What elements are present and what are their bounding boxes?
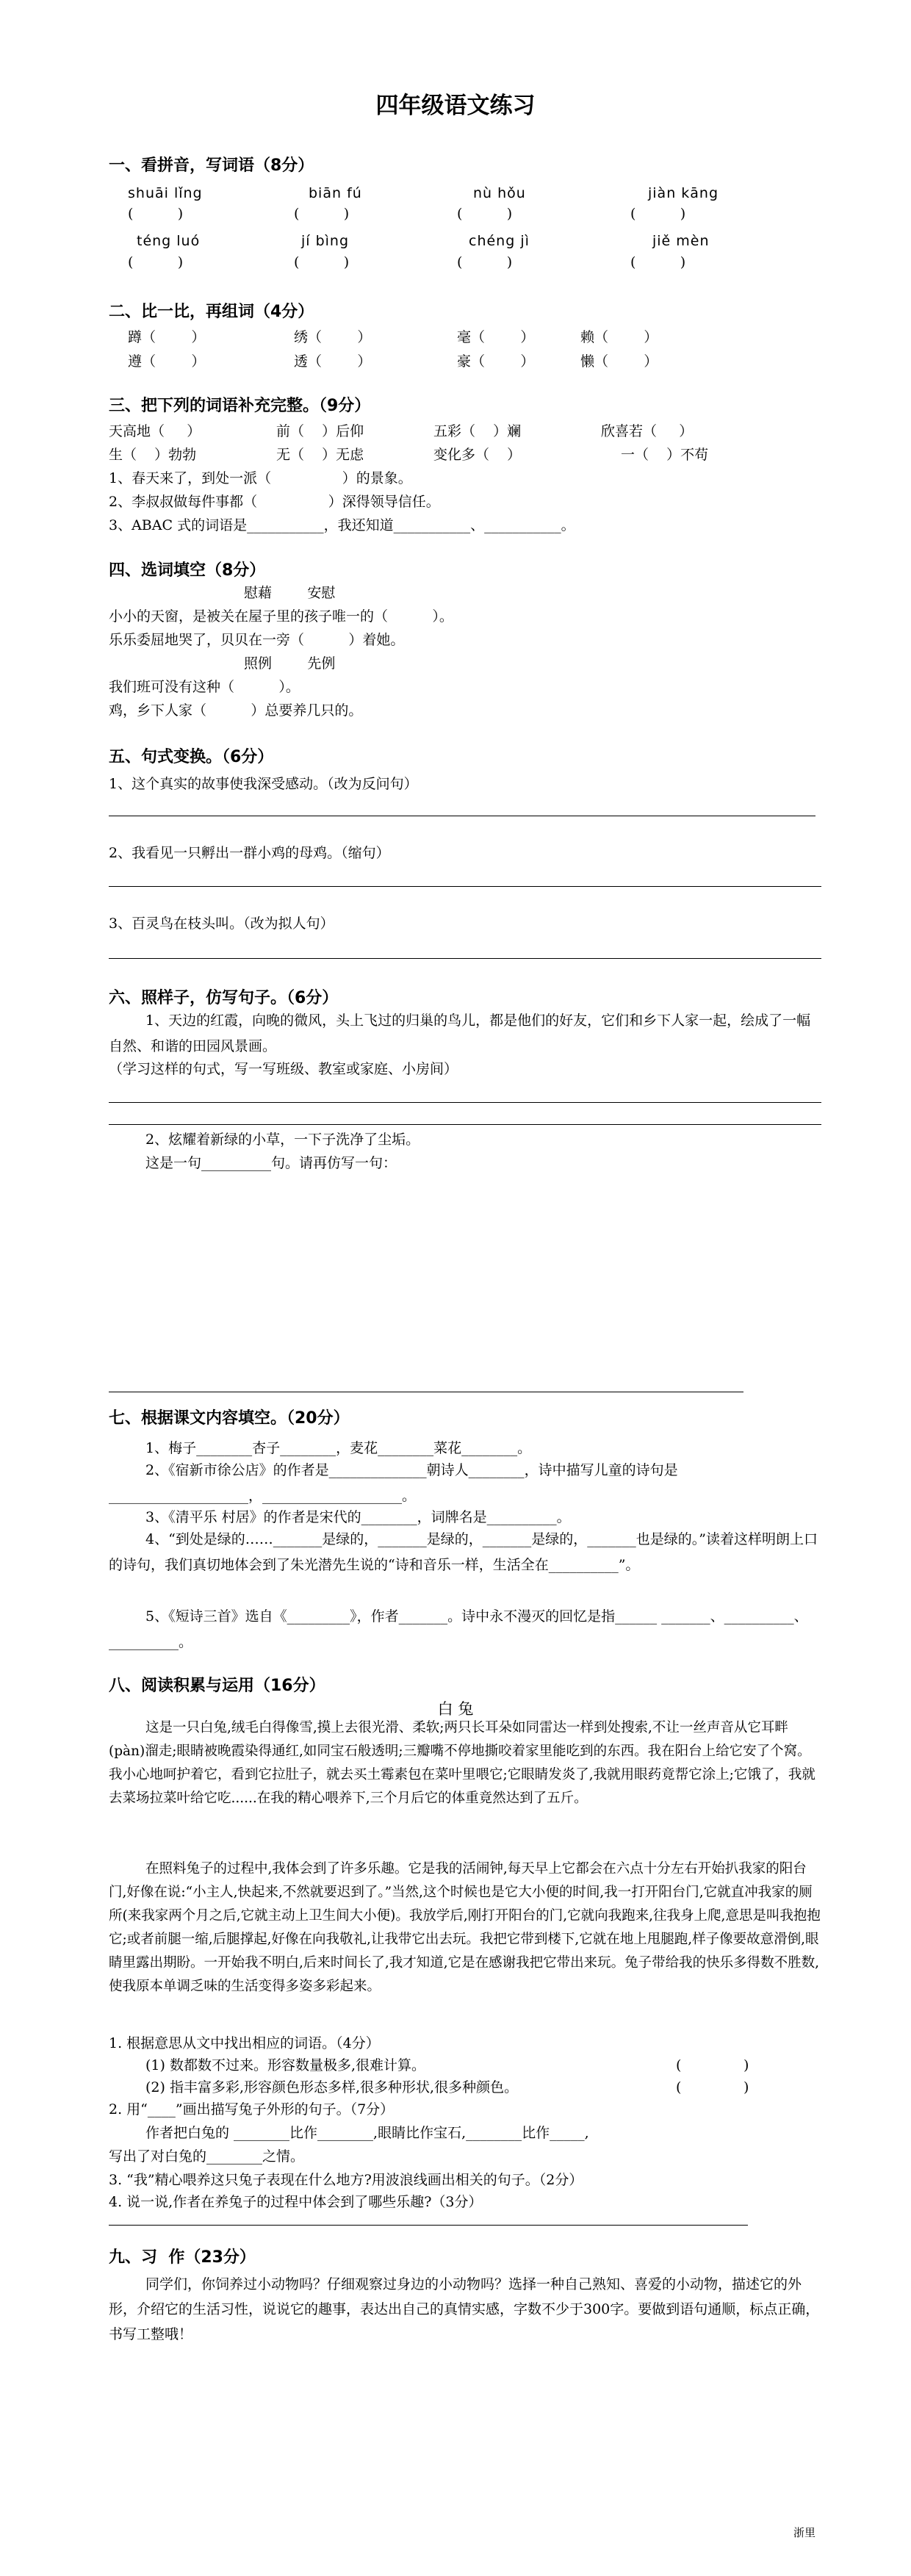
question[interactable]: 3、《清平乐 村居》的作者是宋代的________，词牌名是__________。 bbox=[145, 1509, 571, 1525]
idiom-item[interactable]: 欣喜若（ ） bbox=[601, 423, 694, 439]
idiom-item[interactable]: 一（ ）不苟 bbox=[621, 447, 709, 463]
section-8-heading: 八、阅读积累与运用（16分） bbox=[109, 1677, 325, 1695]
question[interactable]: 小小的天窗，是被关在屋子里的孩子唯一的（ ）。 bbox=[109, 608, 453, 625]
compare-item[interactable]: 透（ ） bbox=[294, 353, 372, 370]
question: 2、我看见一只孵出一群小鸡的母鸡。（缩句） bbox=[109, 845, 390, 861]
section-2-heading: 二、比一比，再组词（4分） bbox=[109, 303, 314, 321]
question[interactable]: 乐乐委屈地哭了，贝贝在一旁（ ）着她。 bbox=[109, 632, 405, 648]
answer-blank[interactable]: ( ) bbox=[630, 206, 686, 222]
question: 4. 说一说,作者在养兔子的过程中体会到了哪些乐趣?（3分） bbox=[109, 2194, 483, 2210]
question[interactable]: 1、梅子________杏子________，麦花________菜花________。 bbox=[145, 1440, 532, 1456]
question: 3、百灵鸟在枝头叫。（改为拟人句） bbox=[109, 915, 334, 932]
compare-item[interactable]: 绣（ ） bbox=[294, 329, 372, 345]
question: 1、这个真实的故事使我深受感动。（改为反问句） bbox=[109, 776, 418, 792]
answer-blank[interactable]: ( ) bbox=[676, 2079, 749, 2095]
answer-blank[interactable]: ( ) bbox=[294, 254, 350, 270]
question: 2. 用“____”画出描写兔子外形的句子。（7分） bbox=[109, 2101, 395, 2118]
answer-blank[interactable]: ( ) bbox=[457, 206, 513, 222]
answer-blank[interactable]: ( ) bbox=[128, 254, 184, 270]
question: (2) 指丰富多彩,形容颜色形态多样,很多种形状,很多种颜色。 bbox=[145, 2079, 519, 2095]
story-paragraph: 在照料兔子的过程中,我体会到了许多乐趣。它是我的活闹钟,每天早上它都会在六点十分左右开始扒我家的阳台门,好像在说:“小主人,快起来,不然就要迟到了。”当然,这个时候也是它大小便的时间,我一打开阳台门,它就直冲我家的厕所(来我家两个月之后,它就主动上卫生间大小便)。我放学后,刚打开阳台的门,它就向我跑来,往我身上爬,意思是叫我抱抱它;或者前腿一缩,后腿撑起,好像在向我敬礼,让我带它出去玩。我把它带到楼下,它就在地上甩腿跑,样子像要故意滑倒,眼睛里露出期盼。一开始我不明白,后来时间长了,我才知道,它是在感谢我把它带出来玩。兔子带给我的快乐多得数不胜数,使我原本单调乏味的生活变得多姿多彩起来。 bbox=[109, 1861, 821, 1994]
instruction: （学习这样的句式，写一写班级、教室或家庭、小房间） bbox=[109, 1061, 458, 1077]
answer-line[interactable] bbox=[109, 958, 821, 959]
section-1-heading: 一、看拼音，写词语（8分） bbox=[109, 156, 314, 175]
question[interactable]: 2、《宿新市徐公店》的作者是______________朝诗人________，诗中描写儿童的诗句是____________________，____________________。 bbox=[109, 1462, 678, 1504]
story-title: 白 兔 bbox=[437, 1700, 474, 1718]
compare-item[interactable]: 豪（ ） bbox=[457, 353, 535, 370]
answer-blank[interactable]: ( ) bbox=[294, 206, 350, 222]
compare-item[interactable]: 遵（ ） bbox=[128, 353, 206, 370]
page-title: 四年级语文练习 bbox=[375, 93, 536, 119]
question[interactable]: 作者把白兔的 ________比作________,眼睛比作宝石,________比作_____, bbox=[145, 2125, 589, 2141]
idiom-item[interactable]: 生（ ）勃勃 bbox=[109, 447, 197, 463]
pinyin-5: téng luó bbox=[137, 233, 201, 249]
question[interactable]: 3、ABAC 式的词语是___________，我还知道___________、___________。 bbox=[109, 517, 575, 533]
compare-item[interactable]: 赖（ ） bbox=[580, 329, 658, 345]
answer-line[interactable] bbox=[109, 1124, 821, 1125]
question[interactable]: 5、《短诗三首》选自《_________》，作者_______。诗中永不漫灭的回忆是指______ _______、__________、__________。 bbox=[109, 1608, 808, 1650]
example-sentence: 2、炫耀着新绿的小草，一下子洗净了尘垢。 bbox=[145, 1132, 420, 1148]
question[interactable]: 4、“到处是绿的……_______是绿的，_______是绿的，_______是绿的，_______也是绿的。”读着这样明朗上口的诗句，我们真切地体会到了朱光潜先生说的“诗和音乐一样，生活全在__________”。 bbox=[109, 1531, 818, 1573]
word-choices: 照例 先例 bbox=[244, 655, 336, 672]
answer-blank[interactable]: ( ) bbox=[630, 254, 686, 270]
question: 1. 根据意思从文中找出相应的词语。（4分） bbox=[109, 2035, 380, 2051]
question[interactable]: 我们班可没有这种（ ）。 bbox=[109, 679, 300, 695]
section-4-heading: 四、选词填空（8分） bbox=[109, 561, 266, 580]
section-7-heading: 七、根据课文内容填空。（20分） bbox=[109, 1409, 350, 1428]
question[interactable]: 这是一句__________句。请再仿写一句： bbox=[145, 1155, 397, 1171]
section-3-heading: 三、把下列的词语补充完整。（9分） bbox=[109, 397, 371, 415]
question[interactable]: 写出了对白兔的________之情。 bbox=[109, 2148, 305, 2165]
compare-item[interactable]: 蹲（ ） bbox=[128, 329, 206, 345]
example-sentence: 1、天边的红霞，向晚的微风，头上飞过的归巢的鸟儿，都是他们的好友，它们和乡下人家一起，绘成了一幅自然、和谐的田园风景画。 bbox=[109, 1012, 811, 1054]
section-9-heading: 九、习 作（23分） bbox=[109, 2248, 256, 2267]
compare-item[interactable]: 毫（ ） bbox=[457, 329, 535, 345]
idiom-item[interactable]: 五彩（ ）斓 bbox=[433, 423, 522, 439]
idiom-item[interactable]: 变化多（ ） bbox=[433, 447, 522, 463]
section-5-heading: 五、句式变换。（6分） bbox=[109, 748, 274, 766]
question[interactable]: 2、李叔叔做每件事都（ ）深得领导信任。 bbox=[109, 494, 440, 510]
compare-item[interactable]: 懒（ ） bbox=[580, 353, 658, 370]
pinyin-8: jiě mèn bbox=[652, 233, 710, 249]
idiom-item[interactable]: 天高地（ ） bbox=[109, 423, 201, 439]
question[interactable]: 鸡，乡下人家（ ）总要养几只的。 bbox=[109, 702, 363, 719]
pinyin-1: shuāi lǐng bbox=[128, 185, 203, 201]
question: 3. “我”精心喂养这只兔子表现在什么地方?用波浪线画出相关的句子。（2分） bbox=[109, 2172, 583, 2188]
footer-mark: 浙里 bbox=[793, 2526, 816, 2539]
pinyin-7: chéng jì bbox=[469, 233, 530, 249]
answer-blank[interactable]: ( ) bbox=[457, 254, 513, 270]
idiom-item[interactable]: 前（ ）后仰 bbox=[276, 423, 364, 439]
pinyin-2: biān fú bbox=[309, 185, 362, 201]
question: (1) 数都数不过来。形容数量极多,很难计算。 bbox=[145, 2057, 425, 2073]
word-choices: 慰藉 安慰 bbox=[244, 585, 336, 601]
answer-blank[interactable]: ( ) bbox=[676, 2057, 749, 2073]
pinyin-4: jiàn kāng bbox=[648, 185, 719, 201]
answer-line[interactable] bbox=[109, 886, 821, 887]
story-paragraph: 这是一只白兔,绒毛白得像雪,摸上去很光滑、柔软;两只长耳朵如同雷达一样到处搜索,不让一丝声音从它耳畔(pàn)溜走;眼睛被晚霞染得通红,如同宝石般透明;三瓣嘴不停地撕咬着家里能吃到的东西。我在阳台上给它安了个窝。我小心地呵护着它，看到它拉肚子，就去买土霉素包在菜叶里喂它;它眼睛发炎了,我就用眼药竟帮它涂上;它饿了，我就去菜场拉菜叶给它吃......在我的精心喂养下,三个月后它的体重竟然达到了五斤。 bbox=[109, 1720, 815, 1806]
section-6-heading: 六、照样子，仿写句子。（6分） bbox=[109, 989, 339, 1007]
pinyin-3: nù hǒu bbox=[473, 185, 526, 201]
answer-blank[interactable]: ( ) bbox=[128, 206, 184, 222]
writing-prompt: 同学们，你饲养过小动物吗？仔细观察过身边的小动物吗？选择一种自己熟知、喜爱的小动物，描述它的外形，介绍它的生活习性，说说它的趣事，表达出自己的真情实感，字数不少于300字。要做到语句通顺，标点正确，书写工整哦！ bbox=[109, 2276, 820, 2342]
answer-line[interactable] bbox=[109, 2225, 748, 2226]
pinyin-6: jí bìng bbox=[301, 233, 350, 249]
answer-line[interactable] bbox=[109, 1102, 821, 1103]
question[interactable]: 1、春天来了，到处一派（ ）的景象。 bbox=[109, 470, 412, 486]
idiom-item[interactable]: 无（ ）无虑 bbox=[276, 447, 364, 463]
